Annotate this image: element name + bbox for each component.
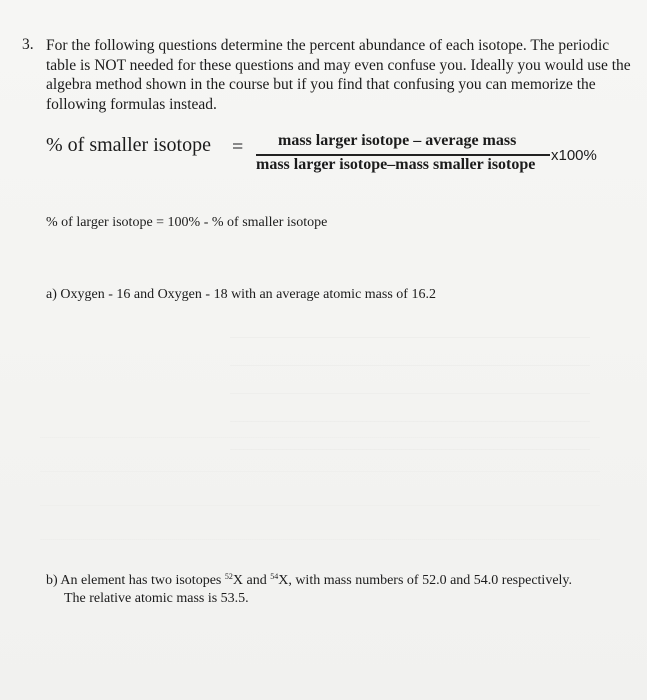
smaller-isotope-formula [46,128,626,188]
show-through-texture-lower [40,420,600,540]
part-b-line2: The relative atomic mass is 53.5. [64,591,249,606]
part-a: a) Oxygen - 16 and Oxygen - 18 with an average atomic mass of 16.2 [46,287,436,302]
formula-numerator: mass larger isotope – average mass [278,132,517,149]
part-b [46,568,606,608]
question-number: 3. [22,36,34,53]
formula-denominator: mass larger isotope–mass smaller isotope [256,156,536,173]
larger-isotope-formula: % of larger isotope = 100% - % of smaller isotope [46,215,328,230]
isotope-1-symbol: X and [232,573,271,588]
question-intro: For the following questions determine the percent abundance of each isotope. The periodic table is NOT needed for these questions and may even confuse you. Ideally you would use the algebra method shown in the course but if you find that confusing you can memorize the following formulas instead. [46,37,631,113]
formula-lhs: % of smaller isotope [46,134,211,156]
isotope-1-mass-number: 52 [224,572,233,581]
formula-multiplier: x100% [551,147,597,164]
part-b-prefix: b) An element has two isotopes [46,573,225,588]
isotope-2-symbol: X, with mass numbers of 52.0 and 54.0 respectively. [278,573,573,588]
formula-equals: = [232,136,244,158]
show-through-texture [230,330,590,450]
isotope-2-mass-number: 54 [270,572,279,581]
